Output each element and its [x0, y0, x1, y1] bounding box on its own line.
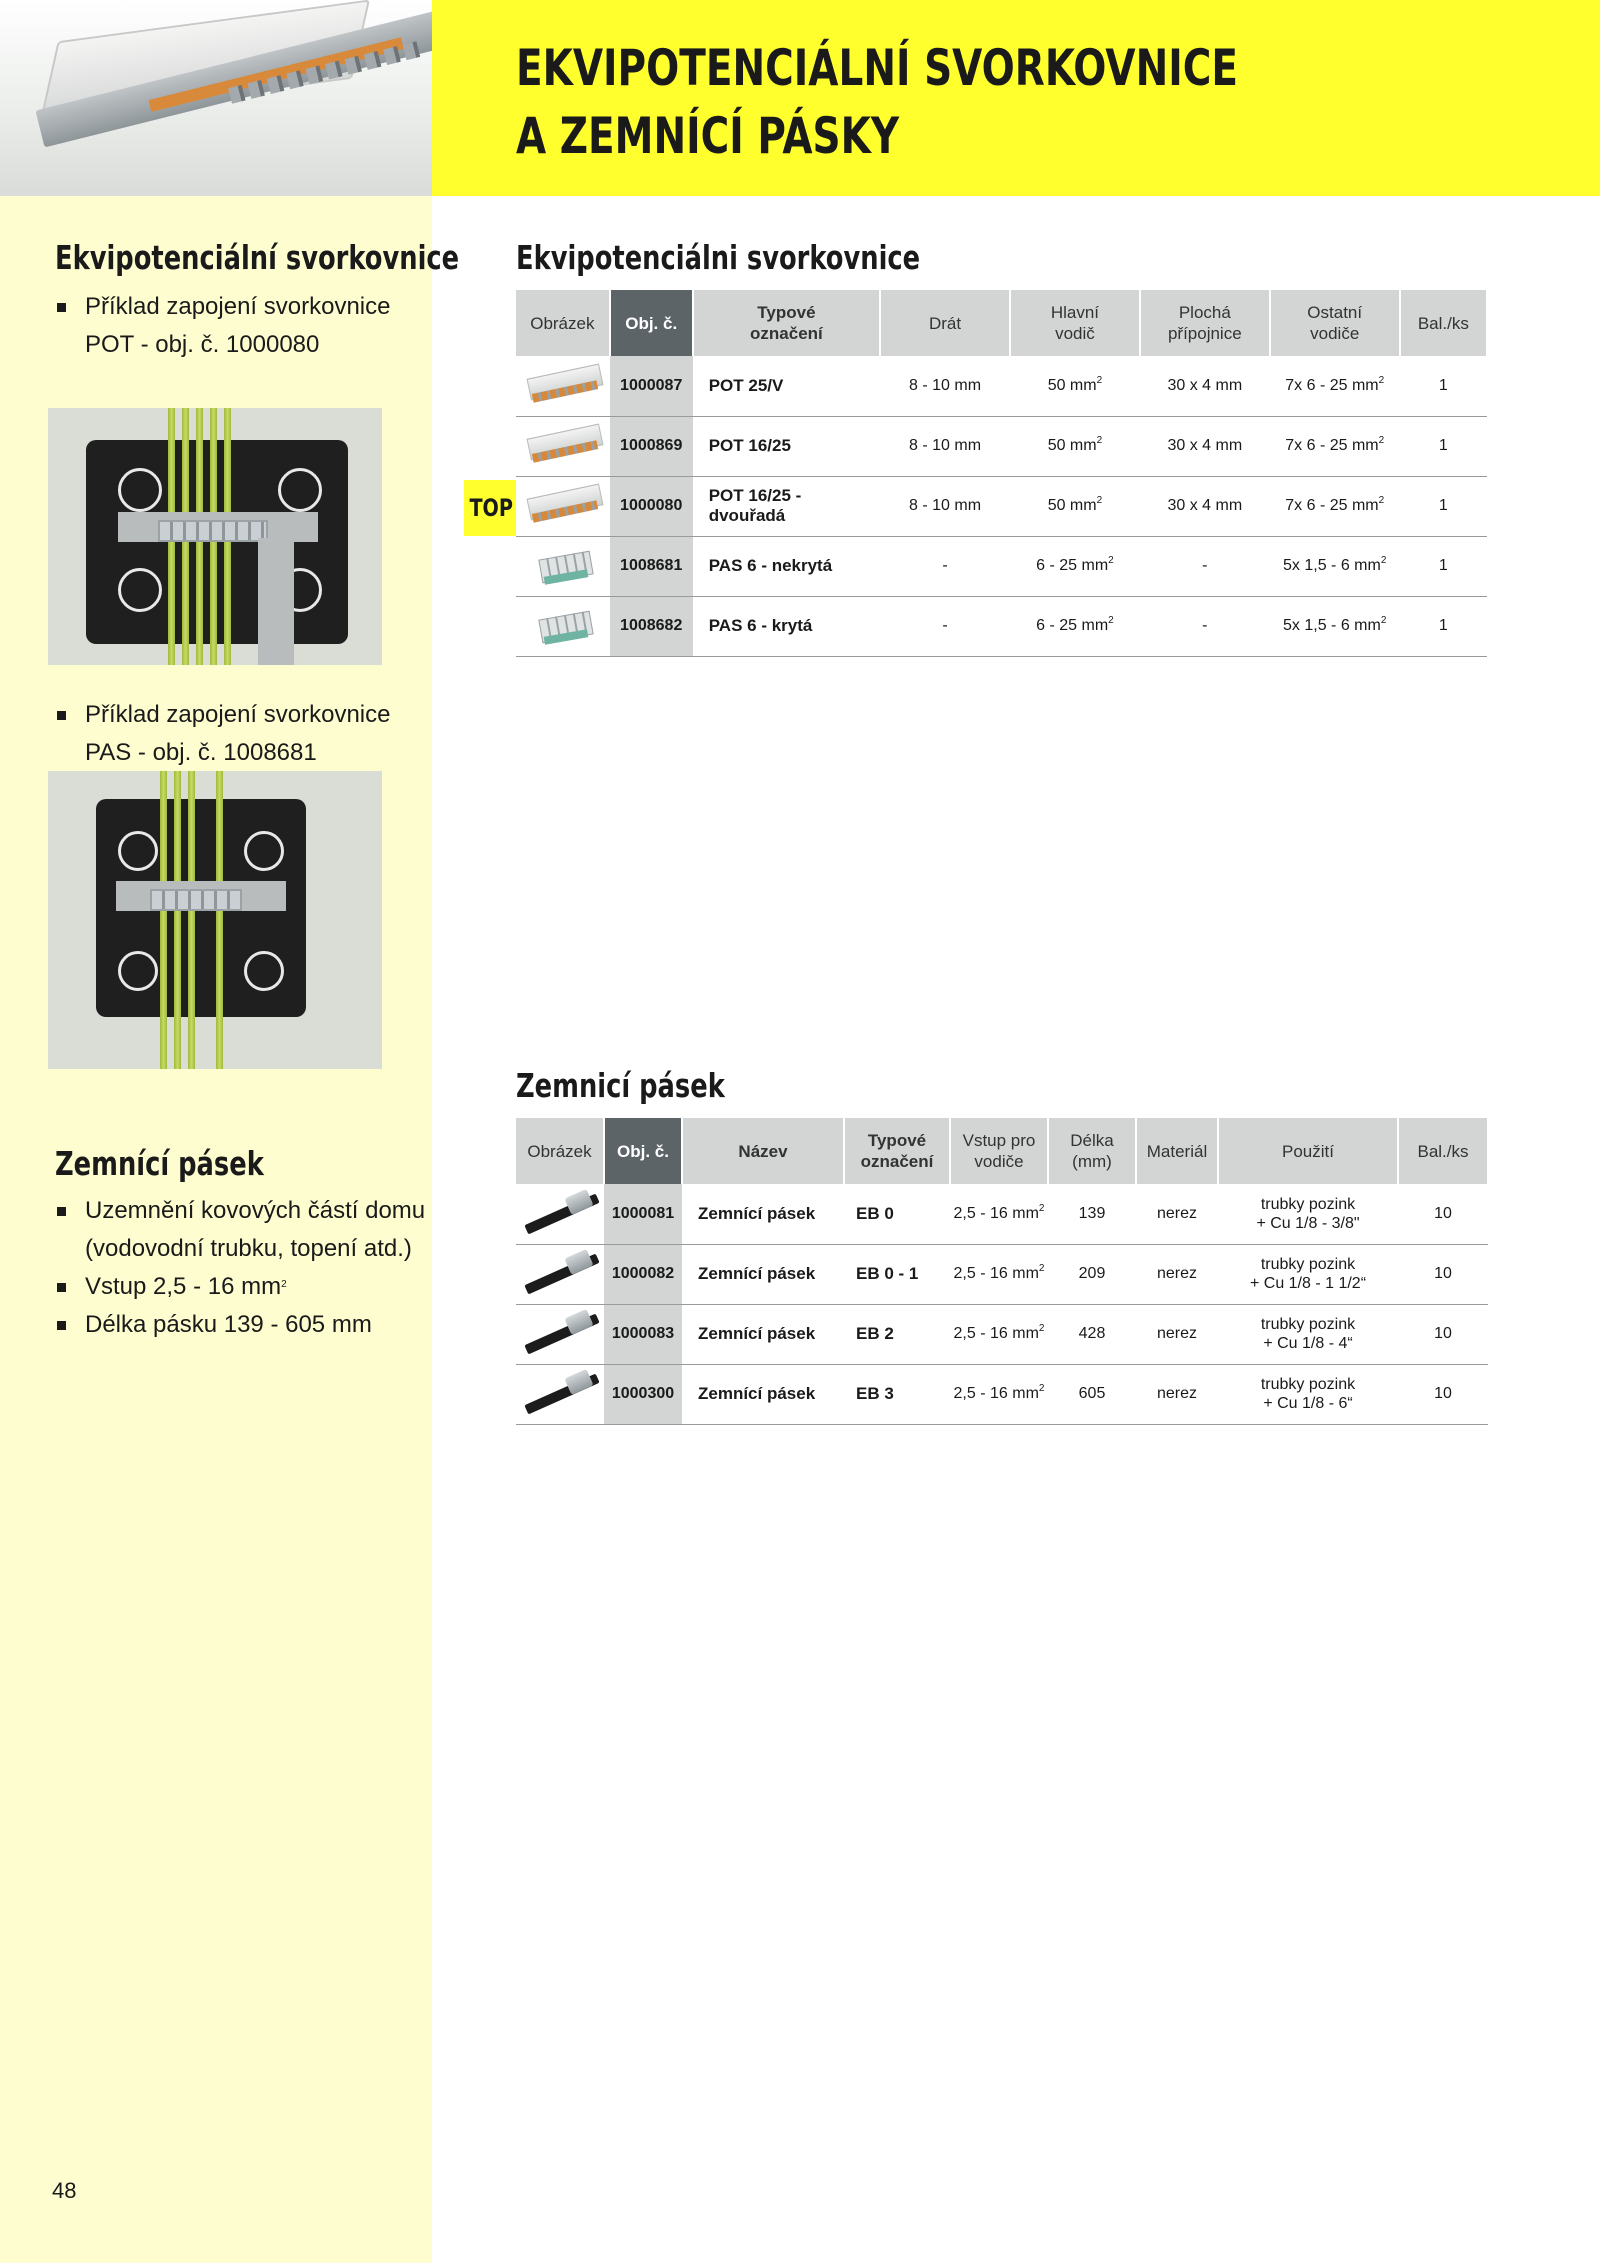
obj-cell: 1000300	[604, 1364, 682, 1424]
equipotential-table	[516, 290, 1488, 657]
earthing-strap-image	[519, 1187, 601, 1241]
box-hole-shape	[244, 951, 284, 991]
col-header-length-l1: Délka	[1070, 1131, 1114, 1150]
type-cell: EB 0 - 1	[844, 1244, 950, 1304]
box-hole-shape	[118, 831, 158, 871]
earthing-strap-image	[519, 1367, 601, 1421]
pack-cell: 1	[1400, 416, 1487, 476]
length-cell: 428	[1048, 1304, 1136, 1364]
col-header-type-l2: označení	[750, 324, 823, 343]
table-row	[516, 1304, 1488, 1364]
col-header-name: Název	[682, 1118, 844, 1184]
product-image-cell	[516, 1244, 604, 1304]
main-cell	[1010, 536, 1140, 596]
table-row	[516, 596, 1487, 656]
main-value: 6 - 25 mm	[1036, 557, 1109, 574]
sup: 2	[1108, 615, 1114, 626]
pack-cell: 10	[1398, 1304, 1488, 1364]
wire-cell: 8 - 10 mm	[880, 476, 1010, 536]
pack-cell: 10	[1398, 1364, 1488, 1424]
wire-cell: -	[880, 536, 1010, 596]
obj-cell: 1000869	[610, 416, 693, 476]
wire-shape	[174, 771, 181, 1069]
main-cell	[1010, 356, 1140, 416]
input-cell	[950, 1364, 1048, 1424]
other-value: 7x 6 - 25 mm	[1285, 497, 1379, 514]
type-cell: EB 0	[844, 1184, 950, 1244]
pas-product-image	[522, 539, 604, 593]
example1-line1: Příklad zapojení svorkovnice	[85, 293, 391, 320]
other-value: 5x 1,5 - 6 mm	[1283, 557, 1381, 574]
earthing-strap-image	[519, 1247, 601, 1301]
sup: 2	[1038, 1263, 1045, 1274]
col-header-main-l2: vodič	[1055, 324, 1095, 343]
other-cell	[1270, 476, 1400, 536]
box-hole-shape	[118, 568, 162, 612]
pack-cell: 1	[1400, 536, 1487, 596]
usage-line2: + Cu 1/8 - 1 1/2“	[1249, 1275, 1367, 1292]
table-row	[516, 1364, 1488, 1424]
product-image-cell	[516, 476, 610, 536]
usage-line2: + Cu 1/8 - 3/8"	[1256, 1214, 1360, 1232]
col-header-other-l2: vodiče	[1310, 324, 1360, 343]
box-hole-shape	[278, 468, 322, 512]
col-header-type	[844, 1118, 950, 1184]
box-hole-shape	[118, 468, 162, 512]
table-row	[516, 1184, 1488, 1244]
pack-cell: 10	[1398, 1184, 1488, 1244]
name-cell: Zemnící pásek	[682, 1184, 844, 1244]
product-image-cell	[516, 536, 610, 596]
wire-shape	[216, 771, 223, 1069]
col-header-length-l2: (mm)	[1072, 1152, 1112, 1171]
pas-wiring-photo	[48, 771, 382, 1069]
input-cell	[950, 1304, 1048, 1364]
feature-item: Uzemnění kovových částí domu (vodovodní trubku, topení atd.)	[55, 1192, 435, 1268]
table-row	[516, 356, 1487, 416]
col-header-flat-l1: Plochá	[1178, 303, 1231, 322]
product-image-cell	[516, 416, 610, 476]
material-cell: nerez	[1136, 1184, 1218, 1244]
example2-list	[55, 696, 435, 772]
wire-shape	[188, 771, 195, 1069]
table-row	[516, 476, 1487, 536]
terminal-block-shape	[150, 889, 242, 911]
flat-cell: 30 x 4 mm	[1140, 416, 1270, 476]
usage-line1: trubky pozink	[1260, 1316, 1356, 1333]
main-value: 50 mm	[1047, 497, 1097, 514]
input-value: 2,5 - 16 mm	[953, 1325, 1039, 1342]
example2-item	[55, 696, 435, 772]
type-cell: POT 16/25 - dvouřadá	[693, 476, 880, 536]
sup: 2	[1378, 495, 1385, 506]
sup: 2	[1096, 495, 1103, 506]
feature-item	[55, 1268, 435, 1306]
type-cell: PAS 6 - nekrytá	[693, 536, 880, 596]
input-cell	[950, 1184, 1048, 1244]
product-image-cell	[516, 1184, 604, 1244]
top-badge-label: TOP	[469, 494, 513, 522]
col-header-input	[950, 1118, 1048, 1184]
col-header-obj: Obj. č.	[610, 290, 693, 356]
pack-cell: 1	[1400, 596, 1487, 656]
sidebar-heading-equipotential: Ekvipotenciální svorkovnice	[55, 238, 460, 277]
usage-cell	[1218, 1304, 1398, 1364]
obj-cell: 1000081	[604, 1184, 682, 1244]
col-header-wire: Drát	[880, 290, 1010, 356]
col-header-type-l1: Typové	[757, 303, 816, 322]
col-header-other	[1270, 290, 1400, 356]
name-cell: Zemnící pásek	[682, 1244, 844, 1304]
section-title-equipotential: Ekvipotenciálni svorkovnice	[516, 238, 921, 277]
wire-cell: 8 - 10 mm	[880, 356, 1010, 416]
usage-cell	[1218, 1364, 1398, 1424]
other-value: 7x 6 - 25 mm	[1285, 376, 1379, 394]
pack-cell: 1	[1400, 476, 1487, 536]
box-hole-shape	[244, 831, 284, 871]
flat-cell: 30 x 4 mm	[1140, 356, 1270, 416]
sup: 2	[1378, 435, 1385, 446]
col-header-pack: Bal./ks	[1398, 1118, 1488, 1184]
type-cell: PAS 6 - krytá	[693, 596, 880, 656]
name-cell: Zemnící pásek	[682, 1304, 844, 1364]
sup: 2	[1380, 555, 1387, 566]
flat-cell: -	[1140, 536, 1270, 596]
col-header-pack: Bal./ks	[1400, 290, 1487, 356]
earthing-strap-table	[516, 1118, 1489, 1425]
usage-line2: + Cu 1/8 - 6“	[1263, 1395, 1353, 1412]
sup: 2	[1380, 615, 1387, 626]
table-header-row	[516, 1118, 1488, 1184]
table-row	[516, 416, 1487, 476]
length-cell: 605	[1048, 1364, 1136, 1424]
usage-cell	[1218, 1244, 1398, 1304]
earthing-strap-image	[519, 1307, 601, 1361]
feature-list	[55, 1192, 435, 1344]
flat-cell: -	[1140, 596, 1270, 656]
input-cell	[950, 1244, 1048, 1304]
usage-cell	[1218, 1184, 1398, 1244]
col-header-material: Materiál	[1136, 1118, 1218, 1184]
obj-cell: 1000087	[610, 356, 693, 416]
other-cell	[1270, 356, 1400, 416]
sidebar-heading-earthing-strap: Zemnící pásek	[55, 1144, 264, 1183]
product-image-cell	[516, 596, 610, 656]
pack-cell: 1	[1400, 356, 1487, 416]
obj-cell: 1008682	[610, 596, 693, 656]
col-header-type	[693, 290, 880, 356]
pot-product-image	[522, 479, 604, 533]
sup: 2	[1378, 374, 1385, 386]
product-image-cell	[516, 356, 610, 416]
usage-line1: trubky pozink	[1260, 1256, 1356, 1273]
input-value: 2,5 - 16 mm	[953, 1385, 1039, 1402]
page-number: 48	[52, 2178, 77, 2203]
col-header-flat	[1140, 290, 1270, 356]
usage-line1: trubky pozink	[1260, 1376, 1356, 1393]
length-cell: 139	[1048, 1184, 1136, 1244]
sup: 2	[1038, 1323, 1045, 1334]
feature-input-text: Vstup 2,5 - 16 mm	[85, 1273, 282, 1300]
box-hole-shape	[118, 951, 158, 991]
top-badge	[464, 480, 516, 536]
type-cell: EB 3	[844, 1364, 950, 1424]
input-value: 2,5 - 16 mm	[953, 1204, 1039, 1222]
obj-cell: 1008681	[610, 536, 693, 596]
col-header-image: Obrázek	[516, 290, 610, 356]
wire-cell: 8 - 10 mm	[880, 416, 1010, 476]
example1-line2: POT - obj. č. 1000080	[85, 331, 320, 358]
length-cell: 209	[1048, 1244, 1136, 1304]
table-row	[516, 1244, 1488, 1304]
pot-product-image	[522, 359, 604, 413]
col-header-other-l1: Ostatní	[1307, 303, 1363, 322]
sup: 2	[1108, 555, 1114, 566]
feature-sup: 2	[281, 1279, 287, 1290]
wire-shape	[160, 771, 167, 1069]
name-cell: Zemnící pásek	[682, 1364, 844, 1424]
pot-wiring-photo	[48, 408, 382, 665]
sup: 2	[1038, 1202, 1045, 1214]
col-header-usage: Použití	[1218, 1118, 1398, 1184]
page-title-line2: A ZEMNÍCÍ PÁSKY	[516, 107, 900, 165]
page-header	[432, 0, 1600, 196]
usage-line2: + Cu 1/8 - 4“	[1263, 1335, 1353, 1352]
example1-item	[55, 288, 435, 364]
section-title-earthing-strap: Zemnicí pásek	[516, 1066, 725, 1105]
type-cell: POT 16/25	[693, 416, 880, 476]
product-image-cell	[516, 1304, 604, 1364]
example2-line1: Příklad zapojení svorkovnice	[85, 701, 391, 728]
sup: 2	[1096, 374, 1103, 386]
page-title-line1: EKVIPOTENCIÁLNÍ SVORKOVNICE	[516, 39, 1239, 97]
other-value: 7x 6 - 25 mm	[1285, 437, 1379, 454]
material-cell: nerez	[1136, 1364, 1218, 1424]
obj-cell: 1000082	[604, 1244, 682, 1304]
col-header-flat-l2: přípojnice	[1167, 324, 1242, 343]
flat-bar-shape	[258, 538, 294, 665]
col-header-length	[1048, 1118, 1136, 1184]
sup: 2	[1038, 1383, 1045, 1394]
pot-product-image	[522, 419, 604, 473]
usage-line1: trubky pozink	[1260, 1195, 1356, 1213]
table-header-row	[516, 290, 1487, 356]
col-header-main-l1: Hlavní	[1050, 303, 1100, 322]
pack-cell: 10	[1398, 1244, 1488, 1304]
other-cell	[1270, 596, 1400, 656]
col-header-input-l1: Vstup pro	[962, 1131, 1036, 1150]
example1-list	[55, 288, 435, 364]
type-cell: POT 25/V	[693, 356, 880, 416]
material-cell: nerez	[1136, 1244, 1218, 1304]
main-value: 6 - 25 mm	[1036, 617, 1109, 634]
table-row	[516, 536, 1487, 596]
input-value: 2,5 - 16 mm	[953, 1265, 1039, 1282]
material-cell: nerez	[1136, 1304, 1218, 1364]
col-header-type-l2: označení	[860, 1152, 934, 1171]
other-value: 5x 1,5 - 6 mm	[1283, 617, 1381, 634]
type-cell: EB 2	[844, 1304, 950, 1364]
page-title	[516, 34, 1238, 170]
product-image-cell	[516, 1364, 604, 1424]
pas-product-image	[522, 599, 604, 653]
hero-product-image	[0, 0, 432, 196]
main-value: 50 mm	[1047, 376, 1097, 394]
obj-cell: 1000080	[610, 476, 693, 536]
other-cell	[1270, 536, 1400, 596]
col-header-image: Obrázek	[516, 1118, 604, 1184]
main-value: 50 mm	[1047, 437, 1097, 454]
obj-cell: 1000083	[604, 1304, 682, 1364]
wire-cell: -	[880, 596, 1010, 656]
main-cell	[1010, 476, 1140, 536]
example2-line2: PAS - obj. č. 1008681	[85, 739, 317, 766]
main-cell	[1010, 596, 1140, 656]
col-header-obj: Obj. č.	[604, 1118, 682, 1184]
other-cell	[1270, 416, 1400, 476]
col-header-input-l2: vodiče	[974, 1152, 1024, 1171]
main-cell	[1010, 416, 1140, 476]
col-header-type-l1: Typové	[867, 1131, 927, 1150]
flat-cell: 30 x 4 mm	[1140, 476, 1270, 536]
terminal-block-shape	[158, 520, 268, 542]
col-header-main	[1010, 290, 1140, 356]
sup: 2	[1096, 435, 1103, 446]
feature-item: Délka pásku 139 - 605 mm	[55, 1306, 435, 1344]
